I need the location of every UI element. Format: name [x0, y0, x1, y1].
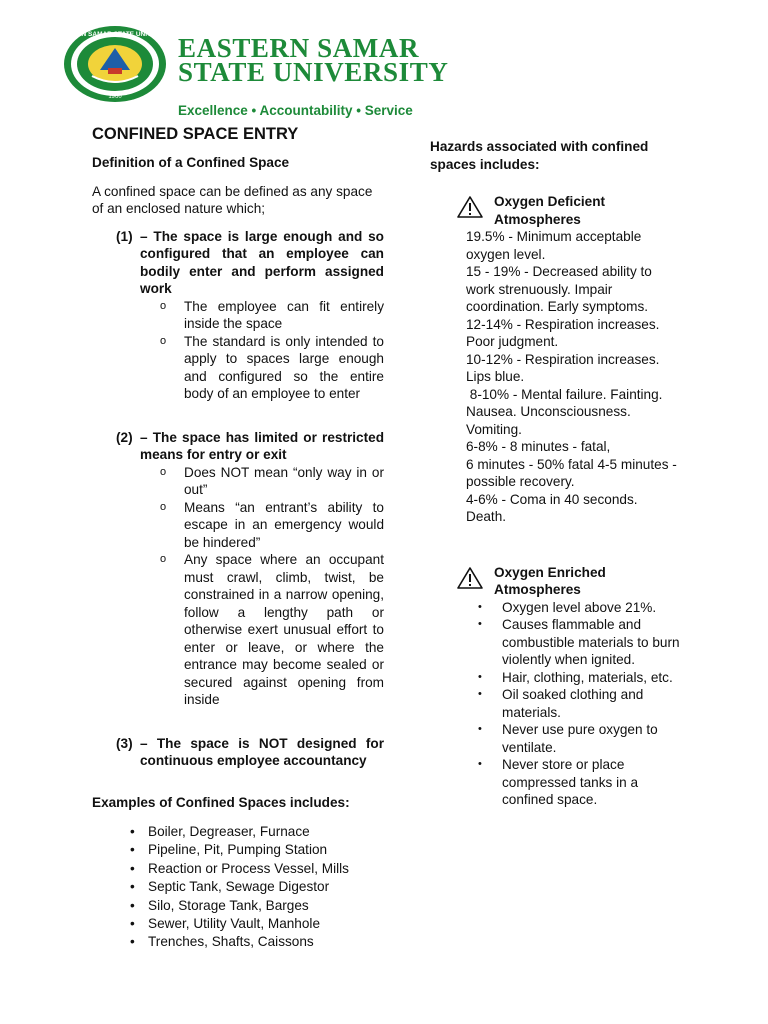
warning-icon	[456, 195, 484, 219]
definition-heading: Definition of a Confined Space	[92, 155, 290, 170]
list-item: • Oil soaked clothing and materials.	[474, 686, 684, 721]
oxygen-deficient-header	[430, 193, 680, 228]
criteria-text: – The space is large enough and so configured that an employee can bodily enter and perform assigned work	[140, 228, 384, 296]
list-item: • Never store or place compressed tanks in a confined space.	[474, 756, 684, 809]
university-name	[178, 33, 449, 87]
list-item: • Pipeline, Pit, Pumping Station	[92, 841, 384, 859]
oxygen-level-line: 15 - 19% - Decreased ability to work strenuously. Impair coordination. Early symptoms.	[466, 264, 652, 314]
list-item: • Never use pure oxygen to ventilate.	[474, 721, 684, 756]
left-column	[92, 124, 384, 952]
criteria-number: (2)	[116, 429, 133, 445]
list-item: o Does NOT mean “only way in or out”	[140, 464, 384, 499]
seal-text: EASTERN SAMAR STATE UNIVERSITY	[55, 31, 175, 38]
oxygen-deficient-levels	[466, 228, 681, 526]
university-tagline: Excellence • Accountability • Service	[178, 103, 413, 118]
list-item: o The employee can fit entirely inside the space	[140, 298, 384, 333]
list-item: • Septic Tank, Sewage Digestor	[92, 878, 384, 896]
examples-heading: Examples of Confined Spaces includes:	[92, 794, 350, 810]
list-item: o Means “an entrant’s ability to escape in an emergency would be hindered”	[140, 499, 384, 552]
oxygen-enriched-header	[430, 564, 680, 599]
criteria-text: – The space is NOT designed for continuous employee accountancy	[140, 735, 384, 768]
hazards-heading: Hazards associated with confined spaces includes:	[430, 139, 649, 172]
list-item: • Sewer, Utility Vault, Manhole	[92, 915, 384, 933]
university-name-line1: EASTERN SAMAR	[178, 33, 420, 63]
criteria-sublist	[140, 464, 384, 709]
oxygen-level-line: 8-10% - Mental failure. Fainting. Nausea. Unconsciousness. Vomiting.	[466, 386, 663, 437]
definition-text: A confined space can be defined as any space of an enclosed nature which;	[92, 183, 373, 216]
criteria-item-2	[92, 429, 384, 709]
page-title: CONFINED SPACE ENTRY	[92, 125, 299, 143]
criteria-number: (1)	[116, 228, 133, 244]
list-item: • Reaction or Process Vessel, Mills	[92, 860, 384, 878]
list-item: • Boiler, Degreaser, Furnace	[92, 823, 384, 841]
warning-icon	[456, 566, 484, 590]
oxygen-level-line: 4-6% - Coma in 40 seconds. Death.	[466, 491, 638, 524]
university-seal-logo	[55, 24, 175, 104]
oxygen-enriched-heading: Oxygen Enriched Atmospheres	[494, 564, 606, 597]
criteria-text: – The space has limited or restricted means for entry or exit	[140, 429, 384, 462]
list-item: • Hair, clothing, materials, etc.	[474, 669, 684, 687]
oxygen-level-line: 6-8% - 8 minutes - fatal,	[466, 439, 611, 454]
oxygen-level-line: 19.5% - Minimum acceptable oxygen level.	[466, 229, 642, 262]
oxygen-level-line: 12-14% - Respiration increases. Poor judgment.	[466, 316, 660, 349]
criteria-item-3	[92, 735, 384, 770]
university-header	[55, 22, 449, 118]
oxygen-deficient-heading: Oxygen Deficient Atmospheres	[494, 194, 606, 227]
right-column	[430, 138, 680, 809]
list-item: • Oxygen level above 21%.	[474, 599, 684, 617]
oxygen-enriched-list	[474, 599, 684, 809]
criteria-number: (3)	[116, 735, 133, 751]
criteria-sublist	[140, 298, 384, 403]
oxygen-level-line: 10-12% - Respiration increases. Lips blue.	[466, 351, 660, 384]
list-item: • Silo, Storage Tank, Barges	[92, 897, 384, 915]
seal-year: 1960	[108, 94, 122, 100]
university-name-line2: STATE UNIVERSITY	[178, 57, 449, 87]
examples-list	[92, 823, 384, 952]
criteria-item-1	[92, 228, 384, 403]
list-item: • Causes flammable and combustible materials to burn violently when ignited.	[474, 616, 684, 669]
list-item: o The standard is only intended to apply to spaces large enough and configured so the entire body of an employee to enter	[140, 333, 384, 403]
oxygen-level-line: 6 minutes - 50% fatal 4-5 minutes - possible recovery.	[466, 456, 677, 489]
list-item: • Trenches, Shafts, Caissons	[92, 933, 384, 951]
list-item: o Any space where an occupant must crawl, climb, twist, be constrained in a narrow opening, follow a lengthy path or otherwise exert unusual effort to enter or leave, or where the entrance may become sealed or secured against opening from inside	[140, 551, 384, 709]
